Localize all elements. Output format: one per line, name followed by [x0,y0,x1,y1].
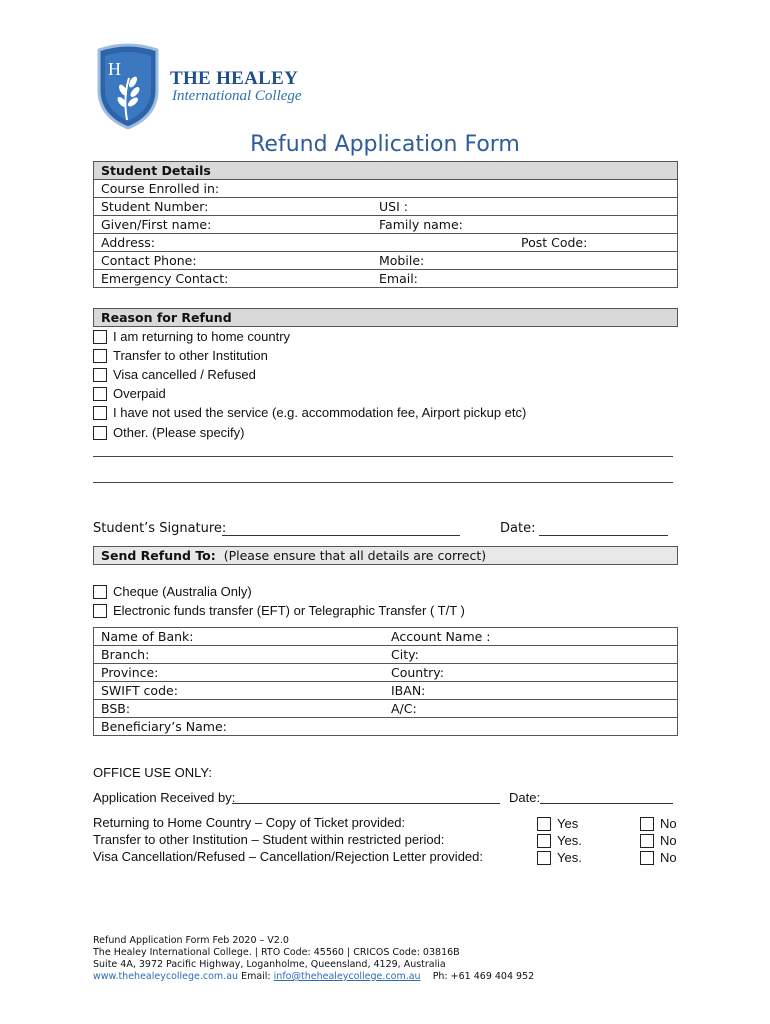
office-no-option[interactable]: No [640,849,677,866]
received-by-label: Application Received by: [93,790,236,805]
office-no-option[interactable]: No [640,832,677,849]
office-no-option[interactable]: No [640,815,677,832]
footer-website-link[interactable]: www.thehealeycollege.com.au [93,971,239,982]
emergency-row[interactable] [94,270,678,288]
logo-subtitle: International College [172,88,302,104]
branch-label: Branch: [101,647,150,662]
signature-label: Student’s Signature: [93,521,227,536]
signature-date-label: Date: [500,521,536,536]
bank-row[interactable] [94,628,678,646]
contact-phone-label: Contact Phone: [101,253,197,268]
checkbox[interactable] [640,851,654,865]
bsb-row[interactable] [94,700,678,718]
usi-label: USI : [379,199,408,214]
bank-details-table [93,627,678,736]
signature-date-line[interactable] [539,535,668,536]
email-label: Email: [379,271,418,286]
reason-option-transfer[interactable]: Transfer to other Institution [93,347,268,364]
province-label: Province: [101,665,159,680]
address-row[interactable] [94,234,678,252]
post-code-label: Post Code: [521,235,588,250]
iban-label: IBAN: [391,683,426,698]
given-name-label: Given/First name: [101,217,212,232]
city-label: City: [391,647,419,662]
logo-name: THE HEALEY [170,68,299,89]
footer-contact [93,971,534,982]
bank-name-label: Name of Bank: [101,629,194,644]
office-date-line[interactable] [540,803,673,804]
footer-codes: The Healey International College. | RTO Code: 45560 | CRICOS Code: 03816B [93,947,460,958]
office-yes-option[interactable]: Yes. [537,832,582,849]
swift-row[interactable] [94,682,678,700]
send-refund-header-cell [94,547,678,565]
footer-email-link[interactable]: info@thehealeycollege.com.au [273,971,421,982]
student-details-table [93,161,678,288]
reason-option-other[interactable]: Other. (Please specify) [93,424,245,441]
footer-phone: Ph: +61 469 404 952 [432,971,535,982]
reason-option-home-country[interactable]: I am returning to home country [93,328,290,345]
ac-label: A/C: [391,701,417,716]
footer-version: Refund Application Form Feb 2020 – V2.0 [93,935,289,946]
checkbox[interactable] [93,330,107,344]
footer-address: Suite 4A, 3972 Pacific Highway, Loganholme, Queensland, 4129, Australia [93,959,446,970]
checkbox[interactable] [93,585,107,599]
office-yes-option[interactable]: Yes [537,815,578,832]
checkbox[interactable] [93,426,107,440]
signature-line[interactable] [222,535,460,536]
college-logo-shield [93,42,163,130]
family-name-label: Family name: [379,217,463,232]
office-date-label: Date: [509,790,541,805]
name-row[interactable] [94,216,678,234]
office-use-heading: OFFICE USE ONLY: [93,765,212,780]
send-refund-note: (Please ensure that all details are correct) [223,548,487,563]
checkbox[interactable] [640,834,654,848]
send-refund-header-table [93,546,678,565]
page-title: Refund Application Form [250,132,520,157]
office-check-label: Visa Cancellation/Refused – Cancellation/Rejection Letter provided: [93,849,483,864]
reason-header: Reason for Refund [94,309,678,327]
province-row[interactable] [94,664,678,682]
course-enrolled-field[interactable]: Course Enrolled in: [94,180,678,198]
branch-row[interactable] [94,646,678,664]
mobile-label: Mobile: [379,253,425,268]
reason-option-overpaid[interactable]: Overpaid [93,385,166,402]
checkbox[interactable] [93,368,107,382]
checkbox[interactable] [537,834,551,848]
reason-header-table [93,308,678,327]
bsb-label: BSB: [101,701,131,716]
student-number-label: Student Number: [101,199,209,214]
beneficiary-name-field[interactable]: Beneficiary’s Name: [94,718,678,736]
checkbox[interactable] [537,817,551,831]
checkbox[interactable] [93,604,107,618]
refund-option-eft[interactable]: Electronic funds transfer (EFT) or Telegraphic Transfer ( T/T ) [93,602,465,619]
footer-email-label: Email: [241,971,271,982]
office-check-label: Transfer to other Institution – Student within restricted period: [93,832,445,847]
checkbox[interactable] [537,851,551,865]
office-yes-option[interactable]: Yes. [537,849,582,866]
checkbox[interactable] [640,817,654,831]
other-specify-line-2[interactable] [93,482,673,483]
other-specify-line-1[interactable] [93,456,673,457]
phone-row[interactable] [94,252,678,270]
checkbox[interactable] [93,349,107,363]
emergency-contact-label: Emergency Contact: [101,271,229,286]
received-by-line[interactable] [232,803,500,804]
logo-mark-text: H [108,59,121,79]
student-number-row[interactable] [94,198,678,216]
checkbox[interactable] [93,406,107,420]
reason-option-unused-service[interactable]: I have not used the service (e.g. accommodation fee, Airport pickup etc) [93,404,526,421]
reason-option-visa[interactable]: Visa cancelled / Refused [93,366,256,383]
swift-label: SWIFT code: [101,683,178,698]
country-label: Country: [391,665,444,680]
student-details-header: Student Details [94,162,678,180]
address-label: Address: [101,235,155,250]
checkbox[interactable] [93,387,107,401]
account-name-label: Account Name : [391,629,491,644]
send-refund-header: Send Refund To: [101,548,216,563]
refund-option-cheque[interactable]: Cheque (Australia Only) [93,583,252,600]
office-check-label: Returning to Home Country – Copy of Ticket provided: [93,815,406,830]
